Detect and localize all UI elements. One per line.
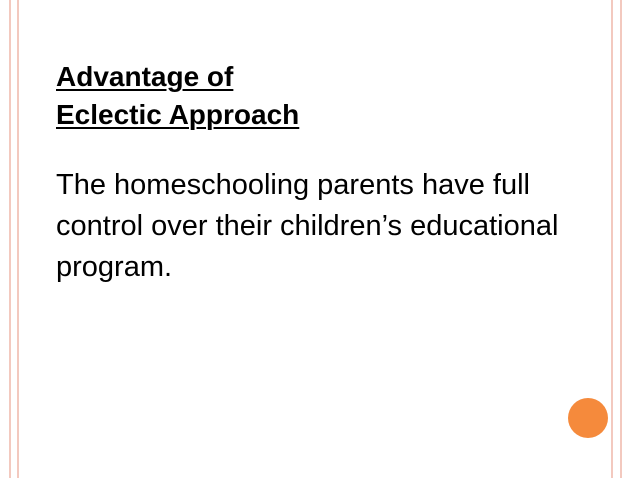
left-border-line-inner <box>17 0 19 478</box>
slide-body-text: The homeschooling parents have full control over their children’s educational program. <box>56 169 559 283</box>
right-border-line-inner <box>611 0 613 478</box>
slide-title-line-1: Advantage of <box>56 61 234 92</box>
slide-title <box>56 58 576 134</box>
slide-title-line-2: Eclectic Approach <box>56 99 300 130</box>
right-border-line-outer <box>620 0 622 478</box>
left-border-line-outer <box>9 0 11 478</box>
decorative-orange-dot <box>568 398 608 438</box>
